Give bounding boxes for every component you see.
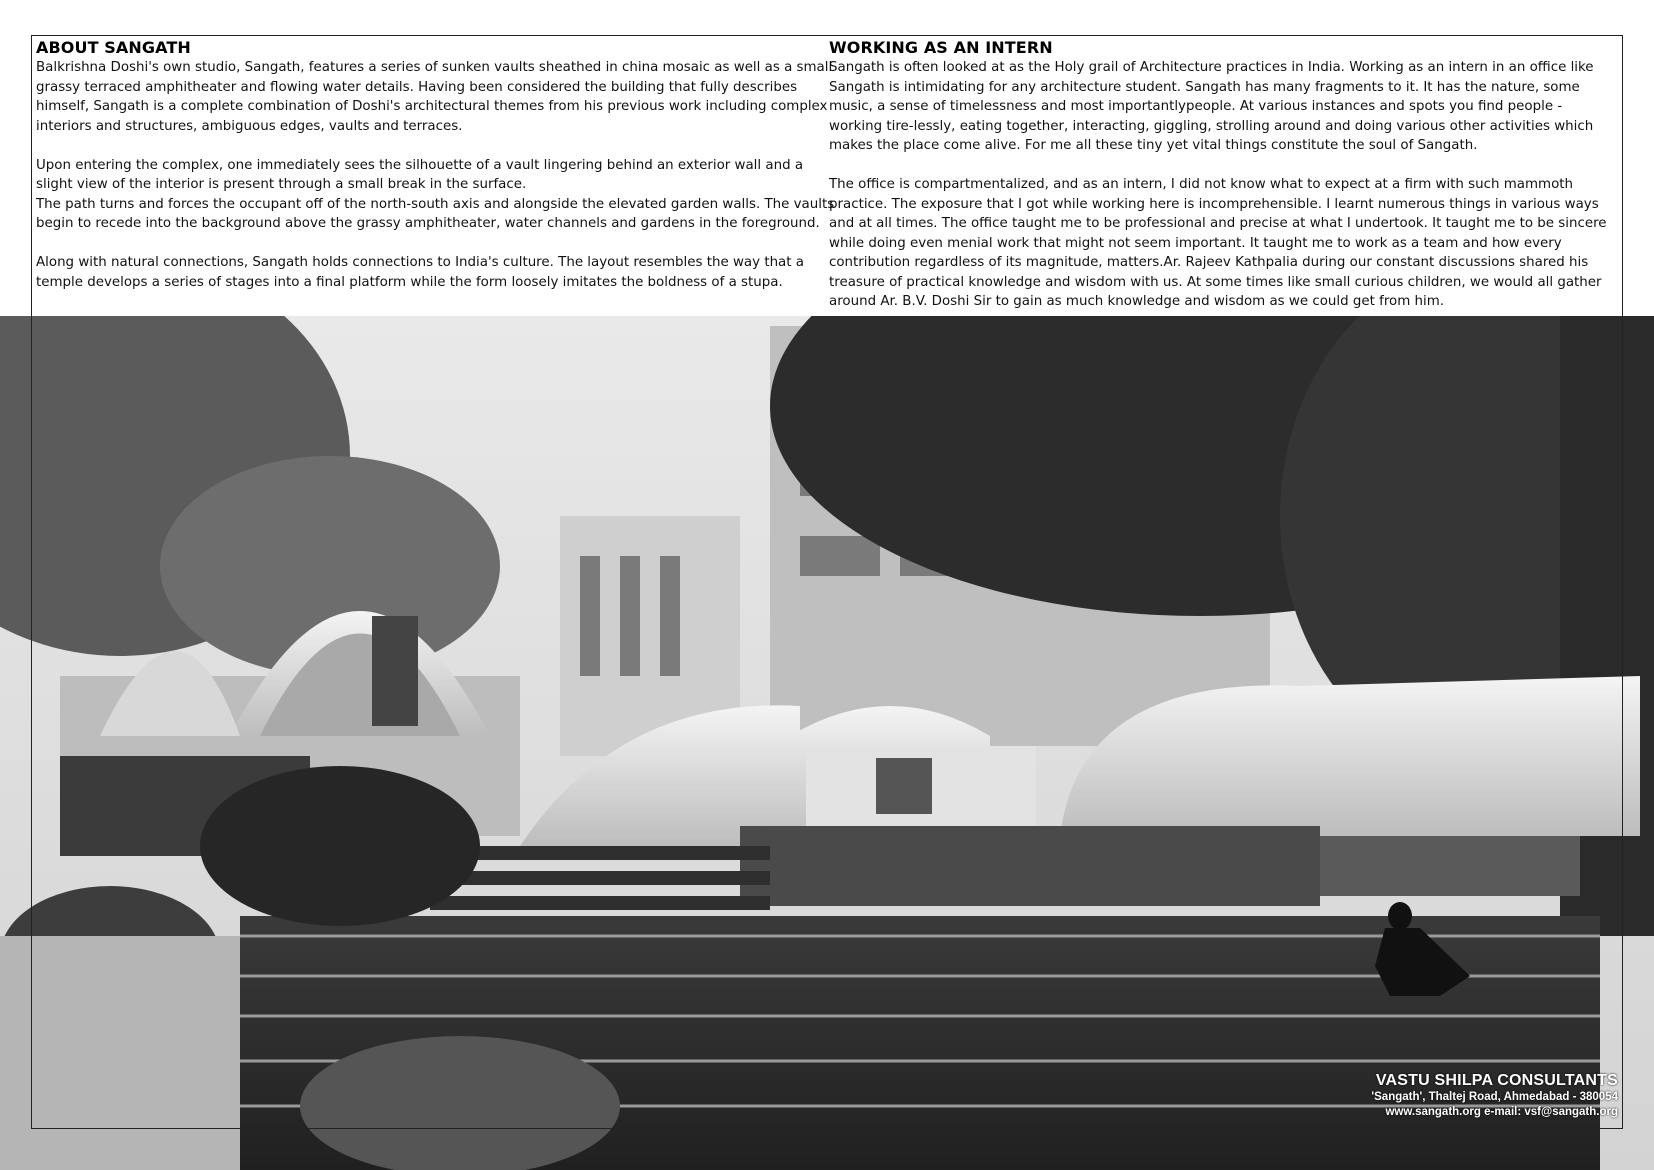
about-paragraph: Along with natural connections, Sangath holds connections to India's culture. The layout resembles the way that a temple develops a series of stages into a final platform while the form loosely imitates the boldness of a stupa. [36,255,804,290]
intern-heading: WORKING AS AN INTERN [829,38,1053,57]
firm-name: VASTU SHILPA CONSULTANTS [1375,1072,1618,1089]
firm-contact: www.sangath.org e-mail: vsf@sangath.org [1385,1106,1618,1118]
intern-paragraph: The office is compartmentalized, and as an intern, I did not know what to expect at a firm with such mammoth practice. The exposure that I got while working here is incomprehensible. I learnt numerous things in various ways and at all times. The office taught me to be professional and precise at what I undertook. It taught me to be sincere while doing even menial work that might not seem important. It taught me to work as a team and how every contribution regardless of its magnitude, matters.Ar. Rajeev Kathpalia during our constant discussions shared his treasure of practical knowledge and wisdom with us. At some times like small curious children, we would all gather around Ar. B.V. Doshi Sir to gain as much knowledge and wisdom as we could get from him. [829,177,1607,309]
about-paragraph: The path turns and forces the occupant off of the north-south axis and alongside the elevated garden walls. The vaults begin to recede into the background above the grassy amphitheater, water channels and gardens in the foreground. [36,196,835,231]
about-paragraph: Upon entering the complex, one immediately sees the silhouette of a vault lingering behind an exterior wall and a slight view of the interior is present through a small break in the surface. [36,157,804,192]
firm-address: 'Sangath', Thaltej Road, Ahmedabad - 380054 [1371,1091,1618,1103]
sangath-photo-illustration [0,316,1654,1170]
firm-credit [1371,1072,1618,1120]
intern-section [829,36,1619,312]
about-heading: ABOUT SANGATH [36,38,191,57]
sangath-photo [0,316,1654,1170]
about-paragraph: Balkrishna Doshi's own studio, Sangath, features a series of sunken vaults sheathed in china mosaic as well as a small grassy terraced amphitheater and flowing water details. Having been considered the building that fully describes himself, Sangath is a complete combination of Doshi's architectural themes from his previous work including complex interiors and structures, ambiguous edges, vaults and terraces. [36,60,833,134]
text-panel [32,36,1622,316]
intern-paragraph: Sangath is often looked at as the Holy grail of Architecture practices in India. Working as an intern in an office like Sangath is intimidating for any architecture student. Sangath has many fragments to it. It has the nature, some music, a sense of timelessness and most importantlypeople. At various instances and spots you find people - working tire-lessly, eating together, interacting, giggling, strolling around and doing various other activities which makes the place come alive. For me all these tiny yet vital things constitute the soul of Sangath. [829,60,1594,153]
about-section [36,36,836,292]
